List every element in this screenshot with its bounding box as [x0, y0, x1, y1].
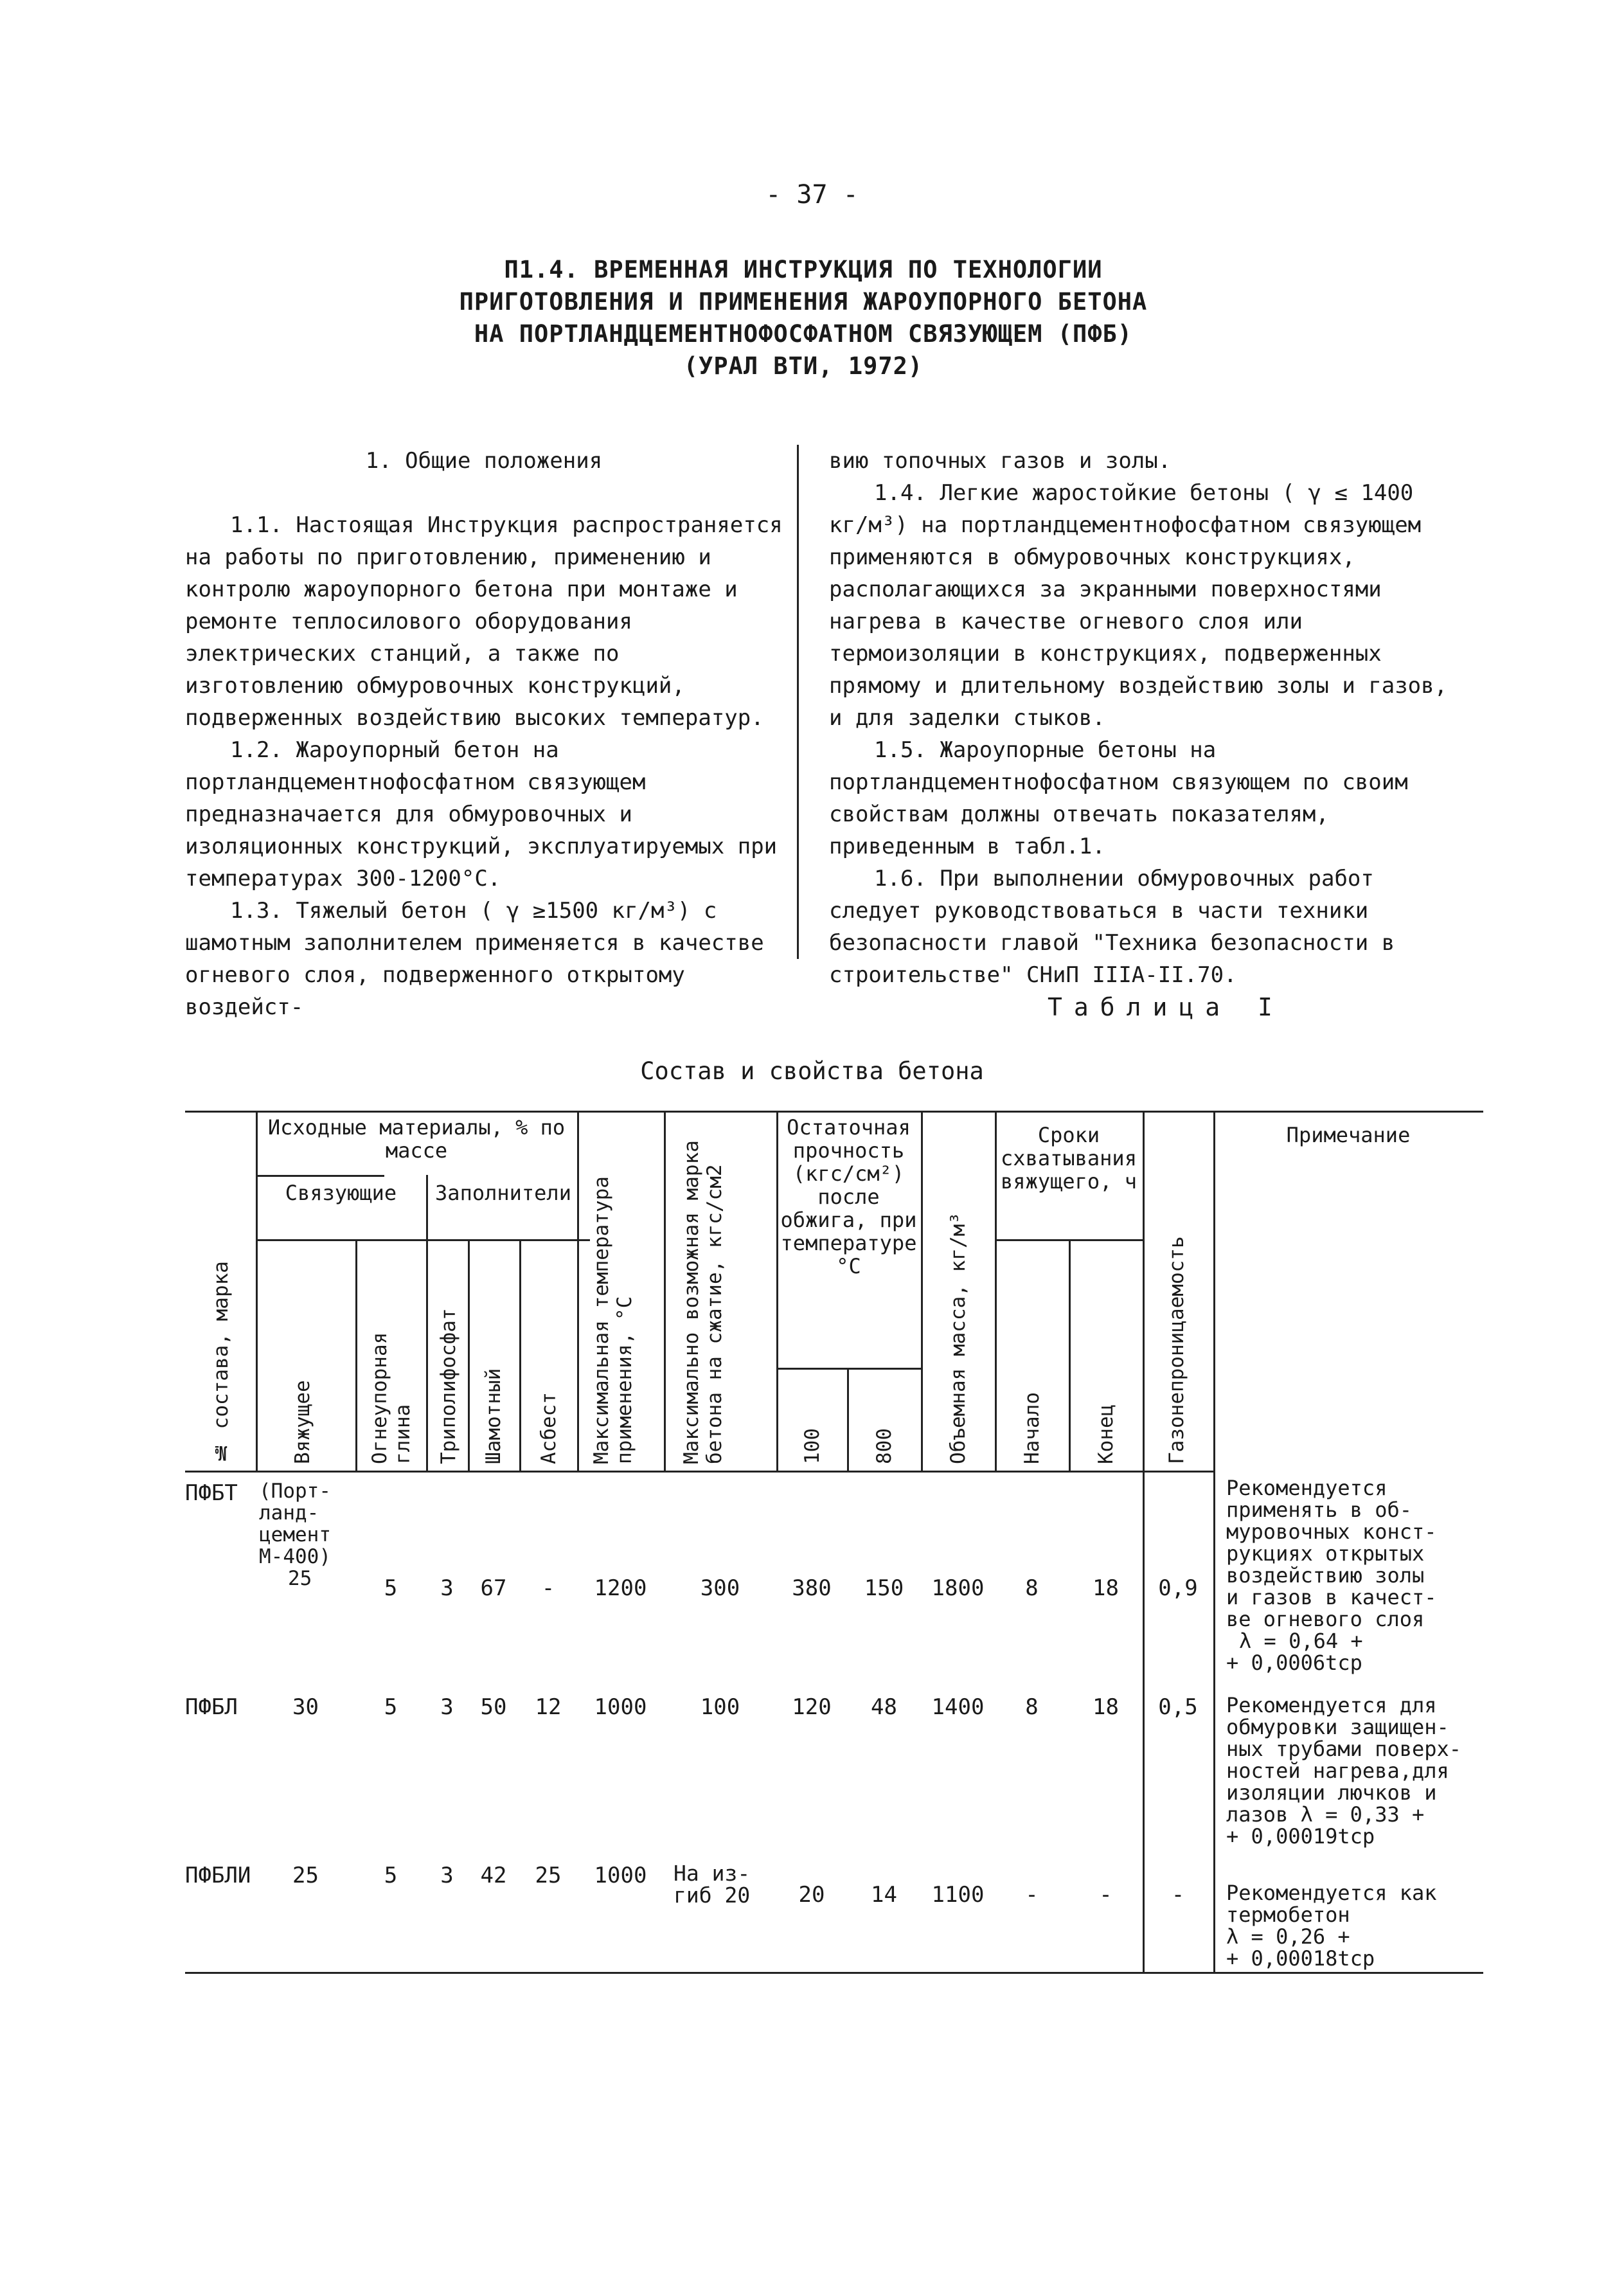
row-1-binder-line: цемент [259, 1523, 331, 1546]
row-1-binder [259, 1480, 355, 1589]
row-2-max-grade: 100 [700, 1694, 740, 1720]
note-line: обмуровки защищен- [1226, 1715, 1449, 1739]
paragraph-1-6: 1.6. При выполнении обмуровочных работ следует руководствоваться в части техники безопасности главой "Техника безопасности в строительстве" СНиП IIIА-II.70. [829, 866, 1395, 988]
paragraph-1-3-continued: вию топочных газов и золы. [829, 448, 1172, 474]
row-1-note [1226, 1477, 1483, 1674]
col-rule [355, 1239, 357, 1471]
row-3-asbestos: 25 [535, 1863, 562, 1888]
row-2-setting-start: 8 [1025, 1694, 1039, 1720]
row-1-t800: 150 [864, 1575, 904, 1601]
row-3-density: 1100 [931, 1882, 985, 1908]
paragraph-1-4: 1.4. Легкие жаростойкие бетоны ( γ ≤ 1400 кг/м³) на портландцементнофосфатном связующем применяются в обмуровочных конструкциях, располагающихся за экранными поверхностями нагрева в качестве огневого слоя или термоизоляции в конструкциях, подверженных прямому и длительному воздействию золы и газов, и для заделки стыков. [829, 480, 1448, 731]
row-3-gas-permeability: - [1171, 1882, 1185, 1908]
row-3-max-grade [674, 1863, 776, 1906]
column-divider [797, 445, 799, 959]
header-triphosphate: Триполифосфат [437, 1308, 460, 1464]
row-2-density: 1400 [931, 1694, 985, 1720]
header-max-temperature: Максимальная температура применения, °С [590, 1176, 636, 1464]
header-density: Объемная масса, кг/м³ [947, 1212, 970, 1464]
row-1-max-temp: 1200 [594, 1575, 647, 1601]
title-line: П1.4. ВРЕМЕННАЯ ИНСТРУКЦИЯ ПО ТЕХНОЛОГИИ [504, 256, 1103, 283]
paragraph-1-5: 1.5. Жароупорные бетоны на портландцементнофосфатном связующем по своим свойствам должны отвечать показателям, приведенным в табл.1. [829, 737, 1408, 859]
table-top-rule [185, 1111, 1483, 1113]
col-rule [1143, 1111, 1145, 1972]
row-2-t800: 48 [871, 1694, 897, 1720]
note-line: + 0,00018tср [1226, 1946, 1375, 1971]
row-3-setting-start: - [1025, 1882, 1039, 1908]
col-rule [1069, 1239, 1071, 1471]
page-number: - 37 - [765, 180, 859, 210]
header-fillers: Заполнители [435, 1181, 571, 1205]
col-rule [921, 1111, 923, 1471]
header-temp-800: 800 [873, 1428, 896, 1464]
table-bottom-rule [185, 1972, 1483, 1974]
header-gas-permeability: Газонепроницаемость [1165, 1236, 1188, 1464]
header-setting-time: Сроки схватывания вяжущего, ч [1001, 1123, 1137, 1194]
left-column [185, 445, 783, 1023]
right-column [829, 445, 1465, 991]
note-line: Рекомендуется [1226, 1476, 1388, 1500]
rule-materials [256, 1239, 590, 1241]
row-1-binder-line: 25 [288, 1567, 312, 1590]
header-mark: № состава, марка [210, 1261, 233, 1464]
note-line: ных трубами поверх- [1226, 1737, 1462, 1761]
table-header-rule [185, 1471, 1213, 1473]
paragraph-1-3: 1.3. Тяжелый бетон ( γ ≥1500 кг/м³) с шамотным заполнителем применяется в качестве огневого слоя, подверженного открытому воздейст- [185, 898, 764, 1020]
col-rule [577, 1111, 579, 1471]
header-max-grade: Максимально возможная марка бетона на сжатие, кгс/см2 [680, 1140, 726, 1464]
note-line: лазов λ = 0,33 + [1226, 1802, 1425, 1827]
title-line: ПРИГОТОВЛЕНИЯ И ПРИМЕНЕНИЯ ЖАРОУПОРНОГО БЕТОНА [459, 288, 1148, 316]
header-source-materials: Исходные материалы, % по массе [267, 1115, 566, 1163]
note-line: ностей нагрева,для [1226, 1759, 1449, 1783]
col-rule [847, 1368, 849, 1471]
col-rule [519, 1239, 521, 1471]
row-2-clay: 5 [384, 1694, 398, 1720]
note-line: рукциях открытых [1226, 1541, 1425, 1566]
row-2-chamotte: 50 [480, 1694, 507, 1720]
note-line: изоляции лючков и [1226, 1780, 1437, 1805]
paragraph-1-1: 1.1. Настоящая Инструкция распространяется на работы по приготовлению, применению и контролю жароупорного бетона при монтаже и ремонте теплосилового оборудования электрических станций, а также по изготовлению обмуровочных конструкций, подверженных воздействию высоких температур. [185, 512, 783, 731]
col-rule [256, 1111, 258, 1471]
row-3-chamotte: 42 [480, 1863, 507, 1888]
header-note: Примечание [1286, 1123, 1411, 1147]
title-line: НА ПОРТЛАНДЦЕМЕНТНОФОСФАТНОМ СВЯЗУЮЩЕМ (ПФБ) [474, 320, 1133, 348]
properties-table [185, 1111, 1483, 2010]
row-2-note [1226, 1694, 1483, 1847]
row-1-clay: 5 [384, 1575, 398, 1601]
row-3-t100: 20 [798, 1882, 825, 1908]
note-line: + 0,0006tср [1226, 1651, 1362, 1675]
row-1-max-grade: 300 [700, 1575, 740, 1601]
section-heading: 1. Общие положения [365, 448, 603, 474]
row-1-asbestos: - [541, 1575, 555, 1601]
note-line: λ = 0,64 + [1239, 1629, 1363, 1653]
header-asbestos: Асбест [537, 1392, 560, 1464]
row-3-setting-end: - [1099, 1882, 1112, 1908]
note-line: Рекомендуется для [1226, 1693, 1437, 1717]
row-1-chamotte: 67 [480, 1575, 507, 1601]
col-rule [1213, 1111, 1215, 1972]
header-setting-end: Конец [1094, 1404, 1118, 1464]
note-line: + 0,00019tср [1226, 1824, 1375, 1849]
col-rule [426, 1175, 428, 1471]
row-1-t100: 380 [792, 1575, 832, 1601]
row-2-binder: 30 [292, 1694, 319, 1720]
rule-binders [256, 1175, 384, 1177]
row-3-clay: 5 [384, 1863, 398, 1888]
row-3-max-temp: 1000 [594, 1863, 647, 1888]
note-line: λ = 0,26 + [1226, 1924, 1350, 1949]
row-1-setting-end: 18 [1093, 1575, 1119, 1601]
row-1-density: 1800 [931, 1575, 985, 1601]
note-line: Рекомендуется как [1226, 1881, 1437, 1905]
row-1-binder-line: ланд- [259, 1501, 319, 1525]
row-3-triphosphate: 3 [440, 1863, 454, 1888]
row-2-setting-end: 18 [1093, 1694, 1119, 1720]
document-title [257, 254, 1350, 382]
row-1-setting-start: 8 [1025, 1575, 1039, 1601]
row-2-gas-permeability: 0,5 [1158, 1694, 1198, 1720]
col-rule [776, 1111, 778, 1471]
note-line: воздействию золы [1226, 1563, 1425, 1588]
header-binder: Вяжущее [291, 1380, 314, 1464]
header-chamotte: Шамотный [482, 1368, 505, 1464]
title-line: (УРАЛ ВТИ, 1972) [683, 352, 924, 380]
header-clay: Огнеупорная глина [368, 1332, 415, 1464]
col-rule [468, 1239, 470, 1471]
header-temp-100: 100 [801, 1428, 824, 1464]
row-3-note [1226, 1882, 1483, 1969]
note-line: ве огневого слоя [1226, 1607, 1425, 1631]
note-line: и газов в качест- [1226, 1585, 1437, 1609]
row-1-mark: ПФБТ [185, 1480, 238, 1506]
row-2-t100: 120 [792, 1694, 832, 1720]
note-line: применять в об- [1226, 1498, 1412, 1522]
row-2-asbestos: 12 [535, 1694, 562, 1720]
note-line: муровочных конст- [1226, 1519, 1437, 1544]
row-2-mark: ПФБЛ [185, 1694, 238, 1720]
paragraph-1-2: 1.2. Жароупорный бетон на портландцементнофосфатном связующем предназначается для обмуровочных и изоляционных конструкций, эксплуатируемых при температурах 300-1200°С. [185, 737, 778, 891]
row-2-max-temp: 1000 [594, 1694, 647, 1720]
col-rule [664, 1111, 666, 1471]
max-grade-line: гиб 20 [674, 1883, 751, 1908]
col-rule [995, 1111, 997, 1471]
row-3-t800: 14 [871, 1882, 897, 1908]
row-1-binder-line: (Порт- [259, 1480, 331, 1503]
header-residual-strength: Остаточная прочность (кгс/см²) после обжига, при температуре °С [780, 1115, 917, 1278]
header-setting-start: Начало [1021, 1392, 1044, 1464]
row-1-triphosphate: 3 [440, 1575, 454, 1601]
table-caption: Состав и свойства бетона [640, 1057, 984, 1085]
row-1-gas-permeability: 0,9 [1158, 1575, 1198, 1601]
row-1-binder-line: М-400) [259, 1545, 331, 1568]
note-line: термобетон [1226, 1902, 1350, 1927]
row-3-mark: ПФБЛИ [185, 1863, 251, 1888]
max-grade-line: На из- [674, 1861, 751, 1886]
row-3-binder: 25 [292, 1863, 319, 1888]
table-label: Таблица I [1048, 993, 1284, 1021]
row-2-triphosphate: 3 [440, 1694, 454, 1720]
header-binders: Связующие [285, 1181, 397, 1205]
